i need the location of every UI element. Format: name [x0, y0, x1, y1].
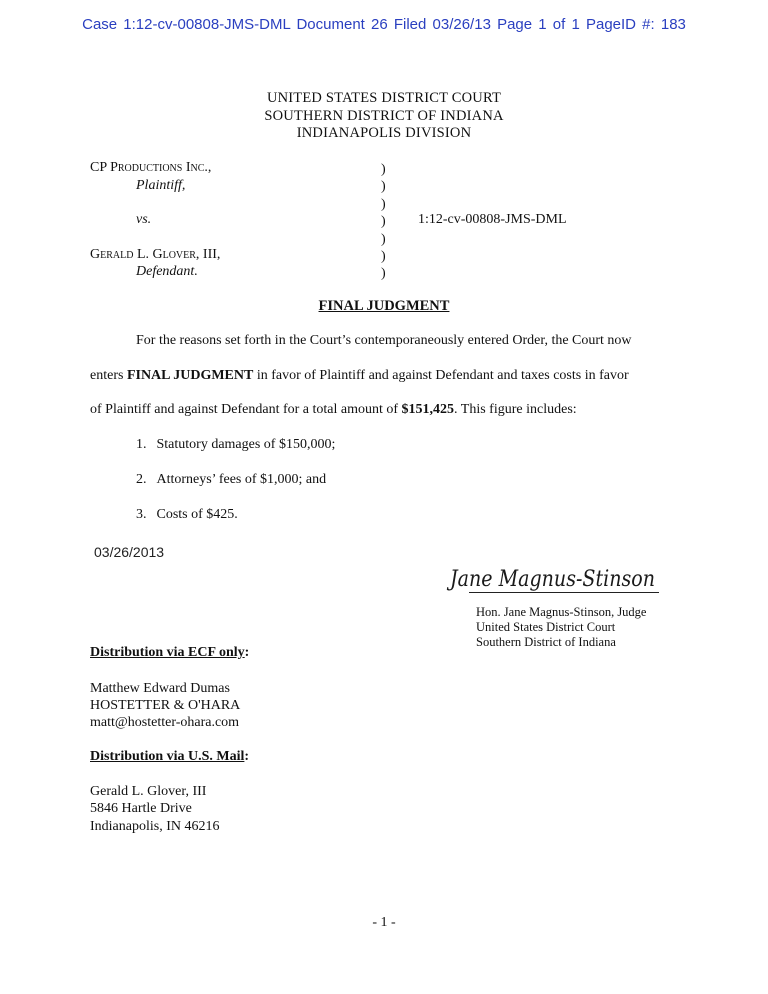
court-district: SOUTHERN DISTRICT OF INDIANA — [264, 108, 504, 124]
mail-recipient-city: Indianapolis, IN 46216 — [90, 819, 220, 834]
ecf-recipient-email: matt@hostetter-ohara.com — [90, 715, 240, 730]
judge-court: United States District Court — [476, 620, 616, 634]
plaintiff-name: CP Productions Inc., — [90, 160, 212, 175]
mail-recipient-name: Gerald L. Glover, III — [90, 784, 207, 799]
court-name: UNITED STATES DISTRICT COURT — [266, 90, 502, 106]
list-item: 1. Statutory damages of $150,000; — [136, 437, 336, 452]
signature-line — [469, 592, 659, 593]
caption-parentheses: ) ) ) ) ) ) ) — [381, 162, 386, 282]
plaintiff-role: Plaintiff, — [136, 178, 186, 193]
defendant-role: Defendant. — [136, 264, 198, 279]
judge-district: Southern District of Indiana — [476, 635, 616, 649]
defendant-name: Gerald L. Glover, III, — [90, 247, 221, 262]
ecf-header: Case 1:12-cv-00808-JMS-DML Document 26 Filed 03/26/13 Page 1 of 1 PageID #: 183 — [82, 16, 686, 33]
ecf-distribution-heading: Distribution via ECF only: — [90, 645, 250, 660]
mail-recipient-street: 5846 Hartle Drive — [90, 801, 192, 816]
page-number: - 1 - — [372, 915, 396, 930]
court-division: INDIANAPOLIS DIVISION — [296, 125, 472, 141]
ecf-recipient-name: Matthew Edward Dumas — [90, 681, 230, 696]
ecf-recipient-firm: HOSTETTER & O'HARA — [90, 698, 241, 713]
list-item: 2. Attorneys’ fees of $1,000; and — [136, 472, 327, 487]
document-title: FINAL JUDGMENT — [318, 298, 450, 314]
mail-distribution-heading: Distribution via U.S. Mail: — [90, 749, 250, 764]
versus-label: vs. — [136, 212, 152, 227]
body-line-3: of Plaintiff and against Defendant for a total amount of $151,425. This figure includes: — [90, 402, 577, 417]
judge-name: Hon. Jane Magnus-Stinson, Judge — [476, 605, 647, 619]
body-line-2: enters FINAL JUDGMENT in favor of Plaintiff and against Defendant and taxes costs in favor — [90, 368, 629, 383]
body-line-1: For the reasons set forth in the Court’s contemporaneously entered Order, the Court now — [136, 333, 632, 348]
svg-text:Jane Magnus-Stinson: Jane Magnus-Stinson — [446, 567, 655, 592]
judgment-date: 03/26/2013 — [94, 544, 165, 560]
case-number: 1:12-cv-00808-JMS-DML — [418, 212, 567, 227]
list-item: 3. Costs of $425. — [136, 507, 238, 522]
